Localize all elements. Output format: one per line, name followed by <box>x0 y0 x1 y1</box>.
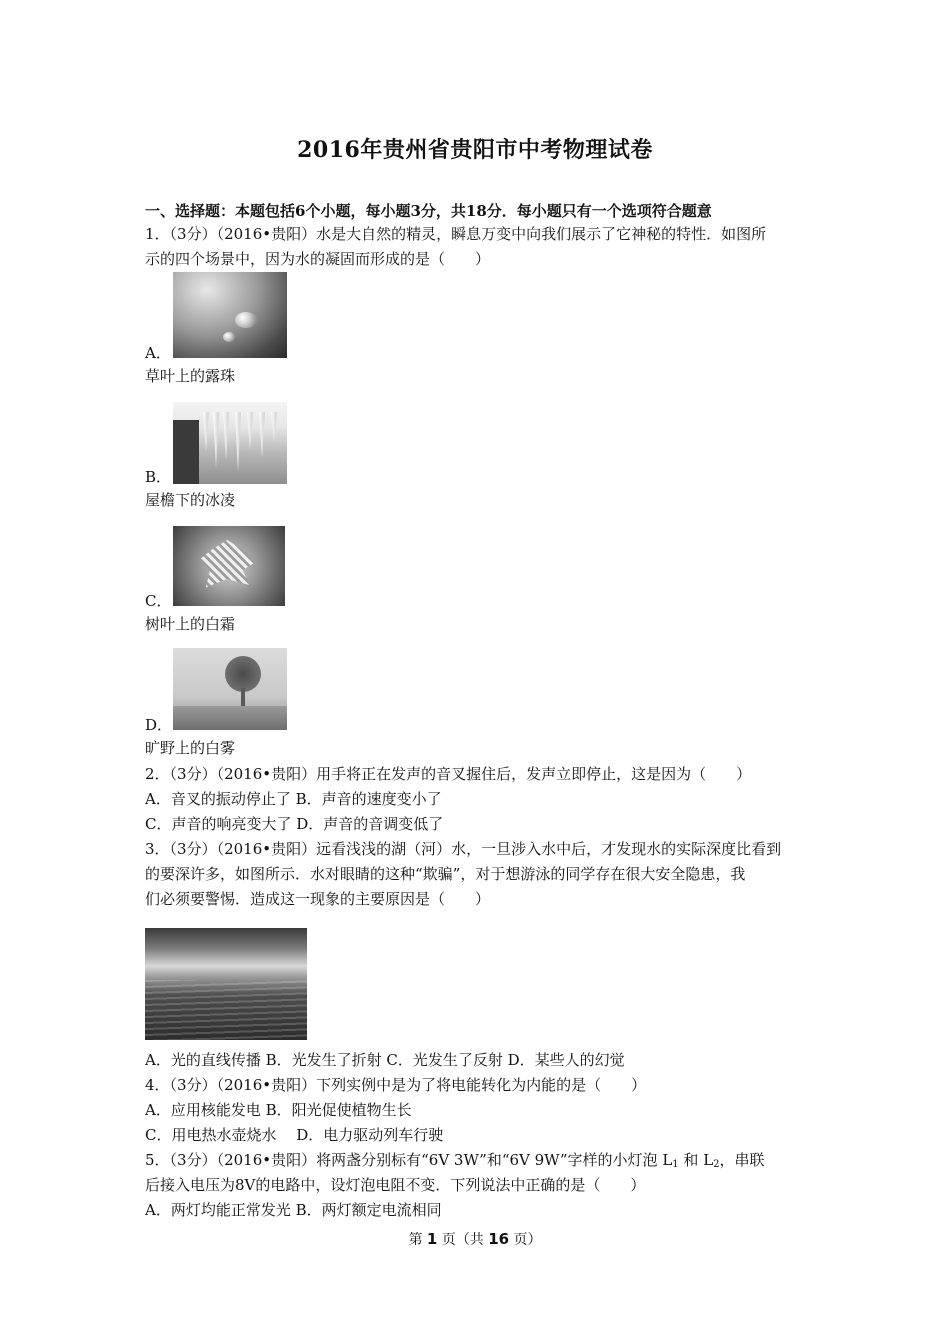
question-1-option-d-caption: 旷野上的白雾 <box>145 739 236 757</box>
icicle-shape <box>223 412 229 460</box>
question-5-options-ab[interactable]: A．两灯均能正常发光 B．两灯额定电流相同 <box>145 1201 442 1219</box>
question-4-stem: 4．（3分）（2016•贵阳）下列实例中是为了将电能转化为内能的是（ ） <box>145 1076 647 1094</box>
question-1-stem-line-2: 示的四个场景中，因为水的凝固而形成的是（ ） <box>145 250 491 268</box>
option-letter: D． <box>145 716 173 734</box>
question-5-stem-text: 5．（3分）（2016•贵阳）将两盏分别标有“6V 3W”和“6V 9W”字样的小灯泡 L <box>145 1151 673 1169</box>
question-5 <box>145 1148 810 1223</box>
trunk-shape <box>241 688 245 706</box>
tree-shape <box>225 656 261 692</box>
icicle-shape <box>213 412 219 468</box>
icicle-shape <box>259 412 265 458</box>
section-heading: 一、选择题：本题包括6个小题，每小题3分，共18分．每小题只有一个选项符合题意 <box>145 202 712 220</box>
question-1-option-b-caption: 屋檐下的冰凌 <box>145 491 236 509</box>
icicle-shape <box>247 412 253 450</box>
question-2-options-ab[interactable]: A．音叉的振动停止了 B．声音的速度变小了 <box>145 790 442 808</box>
question-3-stem-line-3: 们必须要警惕．造成这一现象的主要原因是（ ） <box>145 890 491 908</box>
question-4-options-cd[interactable]: C．用电热水壶烧水 D．电力驱动列车行驶 <box>145 1126 444 1144</box>
icicle-shape <box>271 412 277 442</box>
question-5-stem-end: ，串联 <box>719 1151 765 1169</box>
footer-prefix: 第 <box>408 1232 427 1248</box>
question-1 <box>145 222 810 762</box>
question-3-stem-line-1: 3．（3分）（2016•贵阳）远看浅浅的湖（河）水，一旦涉入水中后，才发现水的实际深度比看到 <box>145 840 782 858</box>
fog-field-photo <box>173 648 287 730</box>
question-2-stem: 2．（3分）（2016•贵阳）用手将正在发声的音叉握住后，发声立即停止，这是因为（ ） <box>145 765 752 783</box>
wall-shape <box>173 420 199 484</box>
icicles-photo <box>173 402 287 484</box>
total-pages: 16 <box>488 1230 510 1248</box>
page-title: 2016年贵州省贵阳市中考物理试卷 <box>297 137 653 163</box>
footer-middle: 页（共 <box>437 1232 489 1248</box>
question-1-option-c-caption: 树叶上的白霜 <box>145 615 236 633</box>
question-2-options-cd[interactable]: C．声音的响亮变大了 D．声音的音调变低了 <box>145 815 444 833</box>
question-3-options[interactable]: A．光的直线传播 B．光发生了折射 C．光发生了反射 D．某些人的幻觉 <box>145 1051 625 1069</box>
question-1-option-a[interactable] <box>145 272 810 362</box>
footer-suffix: 页） <box>509 1232 542 1248</box>
question-1-option-d[interactable] <box>145 638 810 734</box>
water-ripples <box>145 980 307 1040</box>
question-5-stem-line-2: 后接入电压为8V的电路中，设灯泡电阻不变．下列说法中正确的是（ ） <box>145 1176 646 1194</box>
leaf-shape <box>199 540 255 590</box>
question-1-option-c[interactable] <box>145 514 810 610</box>
icicle-shape <box>203 412 209 452</box>
ground-shape <box>173 706 287 730</box>
dew-on-grass-photo <box>173 272 287 358</box>
option-letter: C． <box>145 592 172 610</box>
question-3-stem-line-2: 的要深许多，如图所示．水对眼睛的这种“欺骗”，对于想游泳的同学存在很大安全隐患，我 <box>145 865 746 883</box>
question-2 <box>145 762 810 837</box>
question-list <box>145 200 810 1223</box>
question-3 <box>145 837 810 1073</box>
question-1-stem-line-1: 1．（3分）（2016•贵阳）水是大自然的精灵，瞬息万变中向我们展示了它神秘的特性．如图所 <box>145 225 767 243</box>
page-number: 1 <box>426 1230 438 1248</box>
icicle-shape <box>235 412 241 472</box>
question-4 <box>145 1073 810 1148</box>
question-5-stem-and: 和 L <box>678 1151 714 1169</box>
page-footer <box>0 1229 950 1249</box>
dewdrop-shape <box>223 332 235 342</box>
lake-photo <box>145 928 307 1040</box>
option-letter: B． <box>145 468 172 486</box>
subscript-2: 2 <box>713 1159 720 1170</box>
question-5-stem-line-1 <box>145 1148 810 1173</box>
question-1-option-b[interactable] <box>145 390 810 486</box>
question-1-option-a-caption: 草叶上的露珠 <box>145 367 236 385</box>
option-letter: A． <box>145 344 171 362</box>
subscript-1: 1 <box>672 1159 679 1170</box>
frost-leaf-photo <box>173 526 285 606</box>
question-4-options-ab[interactable]: A．应用核能发电 B．阳光促使植物生长 <box>145 1101 412 1119</box>
dewdrop-shape <box>235 312 257 328</box>
